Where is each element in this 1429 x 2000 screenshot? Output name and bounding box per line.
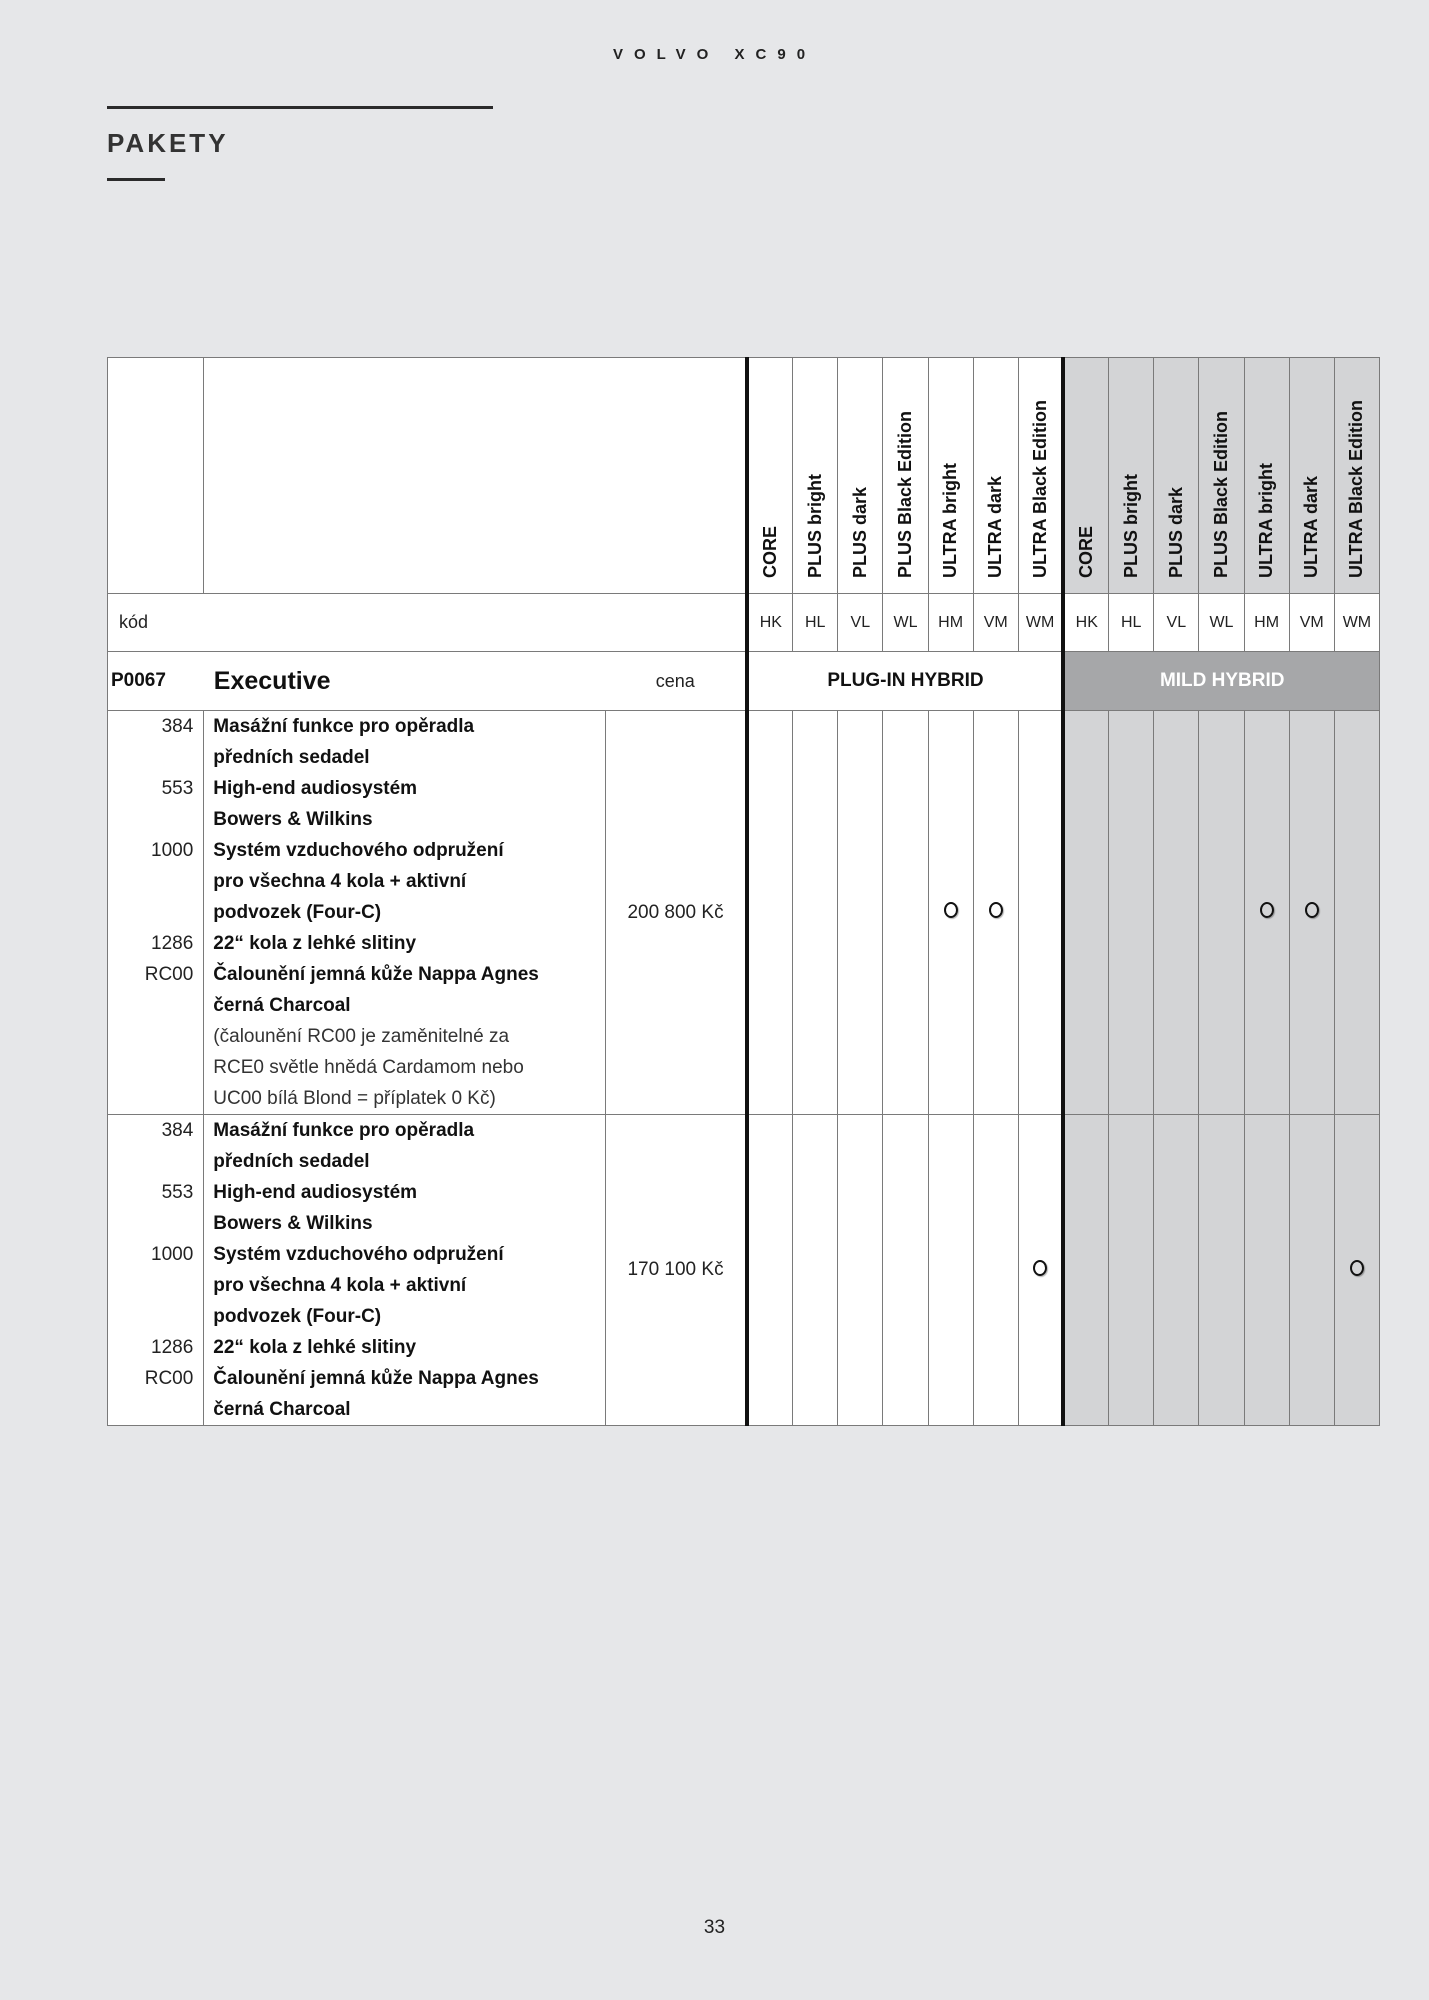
- availability-cell: [1063, 711, 1108, 1115]
- option-price: 170 100 Kč: [605, 1115, 747, 1426]
- availability-cell: [973, 1115, 1018, 1426]
- variant-name: PLUS bright: [1120, 474, 1141, 578]
- divider-long: [107, 106, 493, 109]
- variant-name: PLUS dark: [1165, 486, 1186, 578]
- availability-cell: [838, 711, 883, 1115]
- package-option-row: [108, 711, 1380, 1115]
- variant-name: ULTRA bright: [1256, 463, 1277, 578]
- optional-circle-icon: [1350, 1260, 1364, 1276]
- variant-code: VL: [1154, 594, 1199, 652]
- option-code: [108, 1394, 203, 1425]
- group-plug-in-hybrid: PLUG-IN HYBRID: [747, 652, 1063, 711]
- option-description-line: podvozek (Four-C): [213, 902, 382, 923]
- package-table: [107, 357, 1380, 1426]
- availability-cell: [1244, 1115, 1289, 1426]
- package-name: Executive: [204, 652, 605, 711]
- variant-header: [973, 358, 1018, 594]
- option-description-line: předních sedadel: [213, 1151, 370, 1172]
- option-code: [108, 1146, 203, 1177]
- option-code: [108, 1052, 203, 1083]
- availability-cell: [1154, 711, 1199, 1115]
- variant-header: [793, 358, 838, 594]
- option-description-line: Masážní funkce pro opěradla: [213, 1120, 475, 1141]
- availability-cell: [1109, 1115, 1154, 1426]
- option-code: RC00: [144, 1368, 194, 1389]
- variant-code: HL: [793, 594, 838, 652]
- variant-name: ULTRA dark: [1301, 475, 1322, 578]
- price-label: cena: [605, 652, 747, 711]
- option-code: 1286: [151, 933, 194, 954]
- option-description-line: UC00 bílá Blond = příplatek 0 Kč): [213, 1088, 496, 1109]
- availability-cell: [1199, 1115, 1244, 1426]
- package-option-row: [108, 1115, 1380, 1426]
- variant-name: ULTRA Black Edition: [1029, 399, 1050, 578]
- group-mild-hybrid: MILD HYBRID: [1063, 652, 1379, 711]
- option-description-line: 22“ kola z lehké slitiny: [213, 1337, 417, 1358]
- variant-code: WM: [1334, 594, 1379, 652]
- option-codes: [108, 1115, 204, 1426]
- option-description-line: (čalounění RC00 je zaměnitelné za: [213, 1026, 510, 1047]
- availability-cell: [928, 1115, 973, 1426]
- variant-header: [1199, 358, 1244, 594]
- option-description-line: černá Charcoal: [213, 995, 351, 1016]
- variant-code: VM: [1289, 594, 1334, 652]
- variant-header: [1244, 358, 1289, 594]
- variant-header: [747, 358, 792, 594]
- optional-circle-icon: [1033, 1260, 1047, 1276]
- option-code: 553: [161, 1182, 194, 1203]
- option-description-line: Systém vzduchového odpružení: [213, 1244, 504, 1265]
- variant-name: CORE: [1076, 525, 1097, 578]
- code-label: kód: [108, 594, 748, 652]
- option-descriptions: [204, 711, 605, 1115]
- variant-code: VL: [838, 594, 883, 652]
- variant-header: [1063, 358, 1108, 594]
- option-description-line: Masážní funkce pro opěradla: [213, 716, 475, 737]
- option-description-line: Systém vzduchového odpružení: [213, 840, 504, 861]
- option-description-line: Čalounění jemná kůže Nappa Agnes: [213, 1368, 539, 1389]
- optional-circle-icon: [1305, 902, 1319, 918]
- variant-code: WM: [1018, 594, 1063, 652]
- availability-cell: [838, 1115, 883, 1426]
- availability-cell: [793, 711, 838, 1115]
- option-code: [108, 1021, 203, 1052]
- availability-cell: [973, 711, 1018, 1115]
- header-empty-code: [108, 358, 204, 594]
- variant-header: [1154, 358, 1199, 594]
- availability-cell: [1289, 711, 1334, 1115]
- option-price: 200 800 Kč: [605, 711, 747, 1115]
- page-number: 33: [703, 1917, 726, 1938]
- availability-cell: [747, 1115, 792, 1426]
- availability-cell: [1244, 711, 1289, 1115]
- variant-code: WL: [883, 594, 928, 652]
- variant-name: ULTRA bright: [940, 463, 961, 578]
- option-description-line: 22“ kola z lehké slitiny: [213, 933, 417, 954]
- availability-cell: [1018, 1115, 1063, 1426]
- variant-name: CORE: [760, 525, 781, 578]
- option-code: 1286: [151, 1337, 194, 1358]
- option-description-line: Čalounění jemná kůže Nappa Agnes: [213, 964, 539, 985]
- availability-cell: [1154, 1115, 1199, 1426]
- availability-cell: [1018, 711, 1063, 1115]
- variant-code: HK: [1063, 594, 1108, 652]
- option-description-line: černá Charcoal: [213, 1399, 351, 1420]
- variant-header: [1018, 358, 1063, 594]
- variant-header: [883, 358, 928, 594]
- option-codes: [108, 711, 204, 1115]
- package-code: P0067: [108, 652, 204, 711]
- option-code: [108, 1301, 203, 1332]
- variant-header: [1109, 358, 1154, 594]
- availability-cell: [883, 1115, 928, 1426]
- optional-circle-icon: [944, 902, 958, 918]
- option-description-line: předních sedadel: [213, 747, 370, 768]
- package-header-row: [108, 652, 1380, 711]
- variant-code: HM: [928, 594, 973, 652]
- option-code: [108, 1270, 203, 1301]
- variant-header: [1334, 358, 1379, 594]
- optional-circle-icon: [1260, 902, 1274, 918]
- variant-name: PLUS dark: [849, 486, 870, 578]
- option-description-line: pro všechna 4 kola + aktivní: [213, 871, 467, 892]
- variant-header-row: [108, 358, 1380, 594]
- variant-code-row: [108, 594, 1380, 652]
- brand-header: VOLVO XC90: [612, 46, 817, 63]
- option-code: RC00: [144, 964, 194, 985]
- availability-cell: [793, 1115, 838, 1426]
- availability-cell: [883, 711, 928, 1115]
- option-code: [108, 897, 203, 928]
- variant-code: VM: [973, 594, 1018, 652]
- variant-code: HM: [1244, 594, 1289, 652]
- availability-cell: [1109, 711, 1154, 1115]
- variant-code: HK: [747, 594, 792, 652]
- divider-short: [107, 178, 165, 181]
- option-description-line: High-end audiosystém: [213, 1182, 418, 1203]
- variant-name: ULTRA dark: [985, 475, 1006, 578]
- variant-code: WL: [1199, 594, 1244, 652]
- option-code: 384: [161, 716, 194, 737]
- option-description-line: podvozek (Four-C): [213, 1306, 382, 1327]
- option-description-line: Bowers & Wilkins: [213, 809, 373, 830]
- variant-name: PLUS Black Edition: [894, 410, 915, 578]
- optional-circle-icon: [989, 902, 1003, 918]
- option-code: 1000: [151, 840, 194, 861]
- availability-cell: [1199, 711, 1244, 1115]
- option-description-line: High-end audiosystém: [213, 778, 418, 799]
- availability-cell: [1334, 1115, 1379, 1426]
- availability-cell: [1334, 711, 1379, 1115]
- availability-cell: [1289, 1115, 1334, 1426]
- variant-code: HL: [1109, 594, 1154, 652]
- option-description-line: pro všechna 4 kola + aktivní: [213, 1275, 467, 1296]
- option-code: [108, 804, 203, 835]
- variant-header: [928, 358, 973, 594]
- availability-cell: [1063, 1115, 1108, 1426]
- option-code: 1000: [151, 1244, 194, 1265]
- variant-name: ULTRA Black Edition: [1346, 399, 1367, 578]
- option-code: [108, 1208, 203, 1239]
- option-description-line: RCE0 světle hnědá Cardamom nebo: [213, 1057, 524, 1078]
- option-code: 384: [161, 1120, 194, 1141]
- option-code: [108, 990, 203, 1021]
- variant-header: [1289, 358, 1334, 594]
- option-code: [108, 742, 203, 773]
- option-code: 553: [161, 778, 194, 799]
- variant-name: PLUS bright: [804, 474, 825, 578]
- option-code: [108, 1083, 203, 1114]
- variant-header: [838, 358, 883, 594]
- variant-name: PLUS Black Edition: [1210, 410, 1231, 578]
- header-empty-desc: [204, 358, 748, 594]
- page-title: PAKETY: [107, 128, 229, 158]
- option-descriptions: [204, 1115, 605, 1426]
- availability-cell: [747, 711, 792, 1115]
- option-code: [108, 866, 203, 897]
- option-description-line: Bowers & Wilkins: [213, 1213, 373, 1234]
- availability-cell: [928, 711, 973, 1115]
